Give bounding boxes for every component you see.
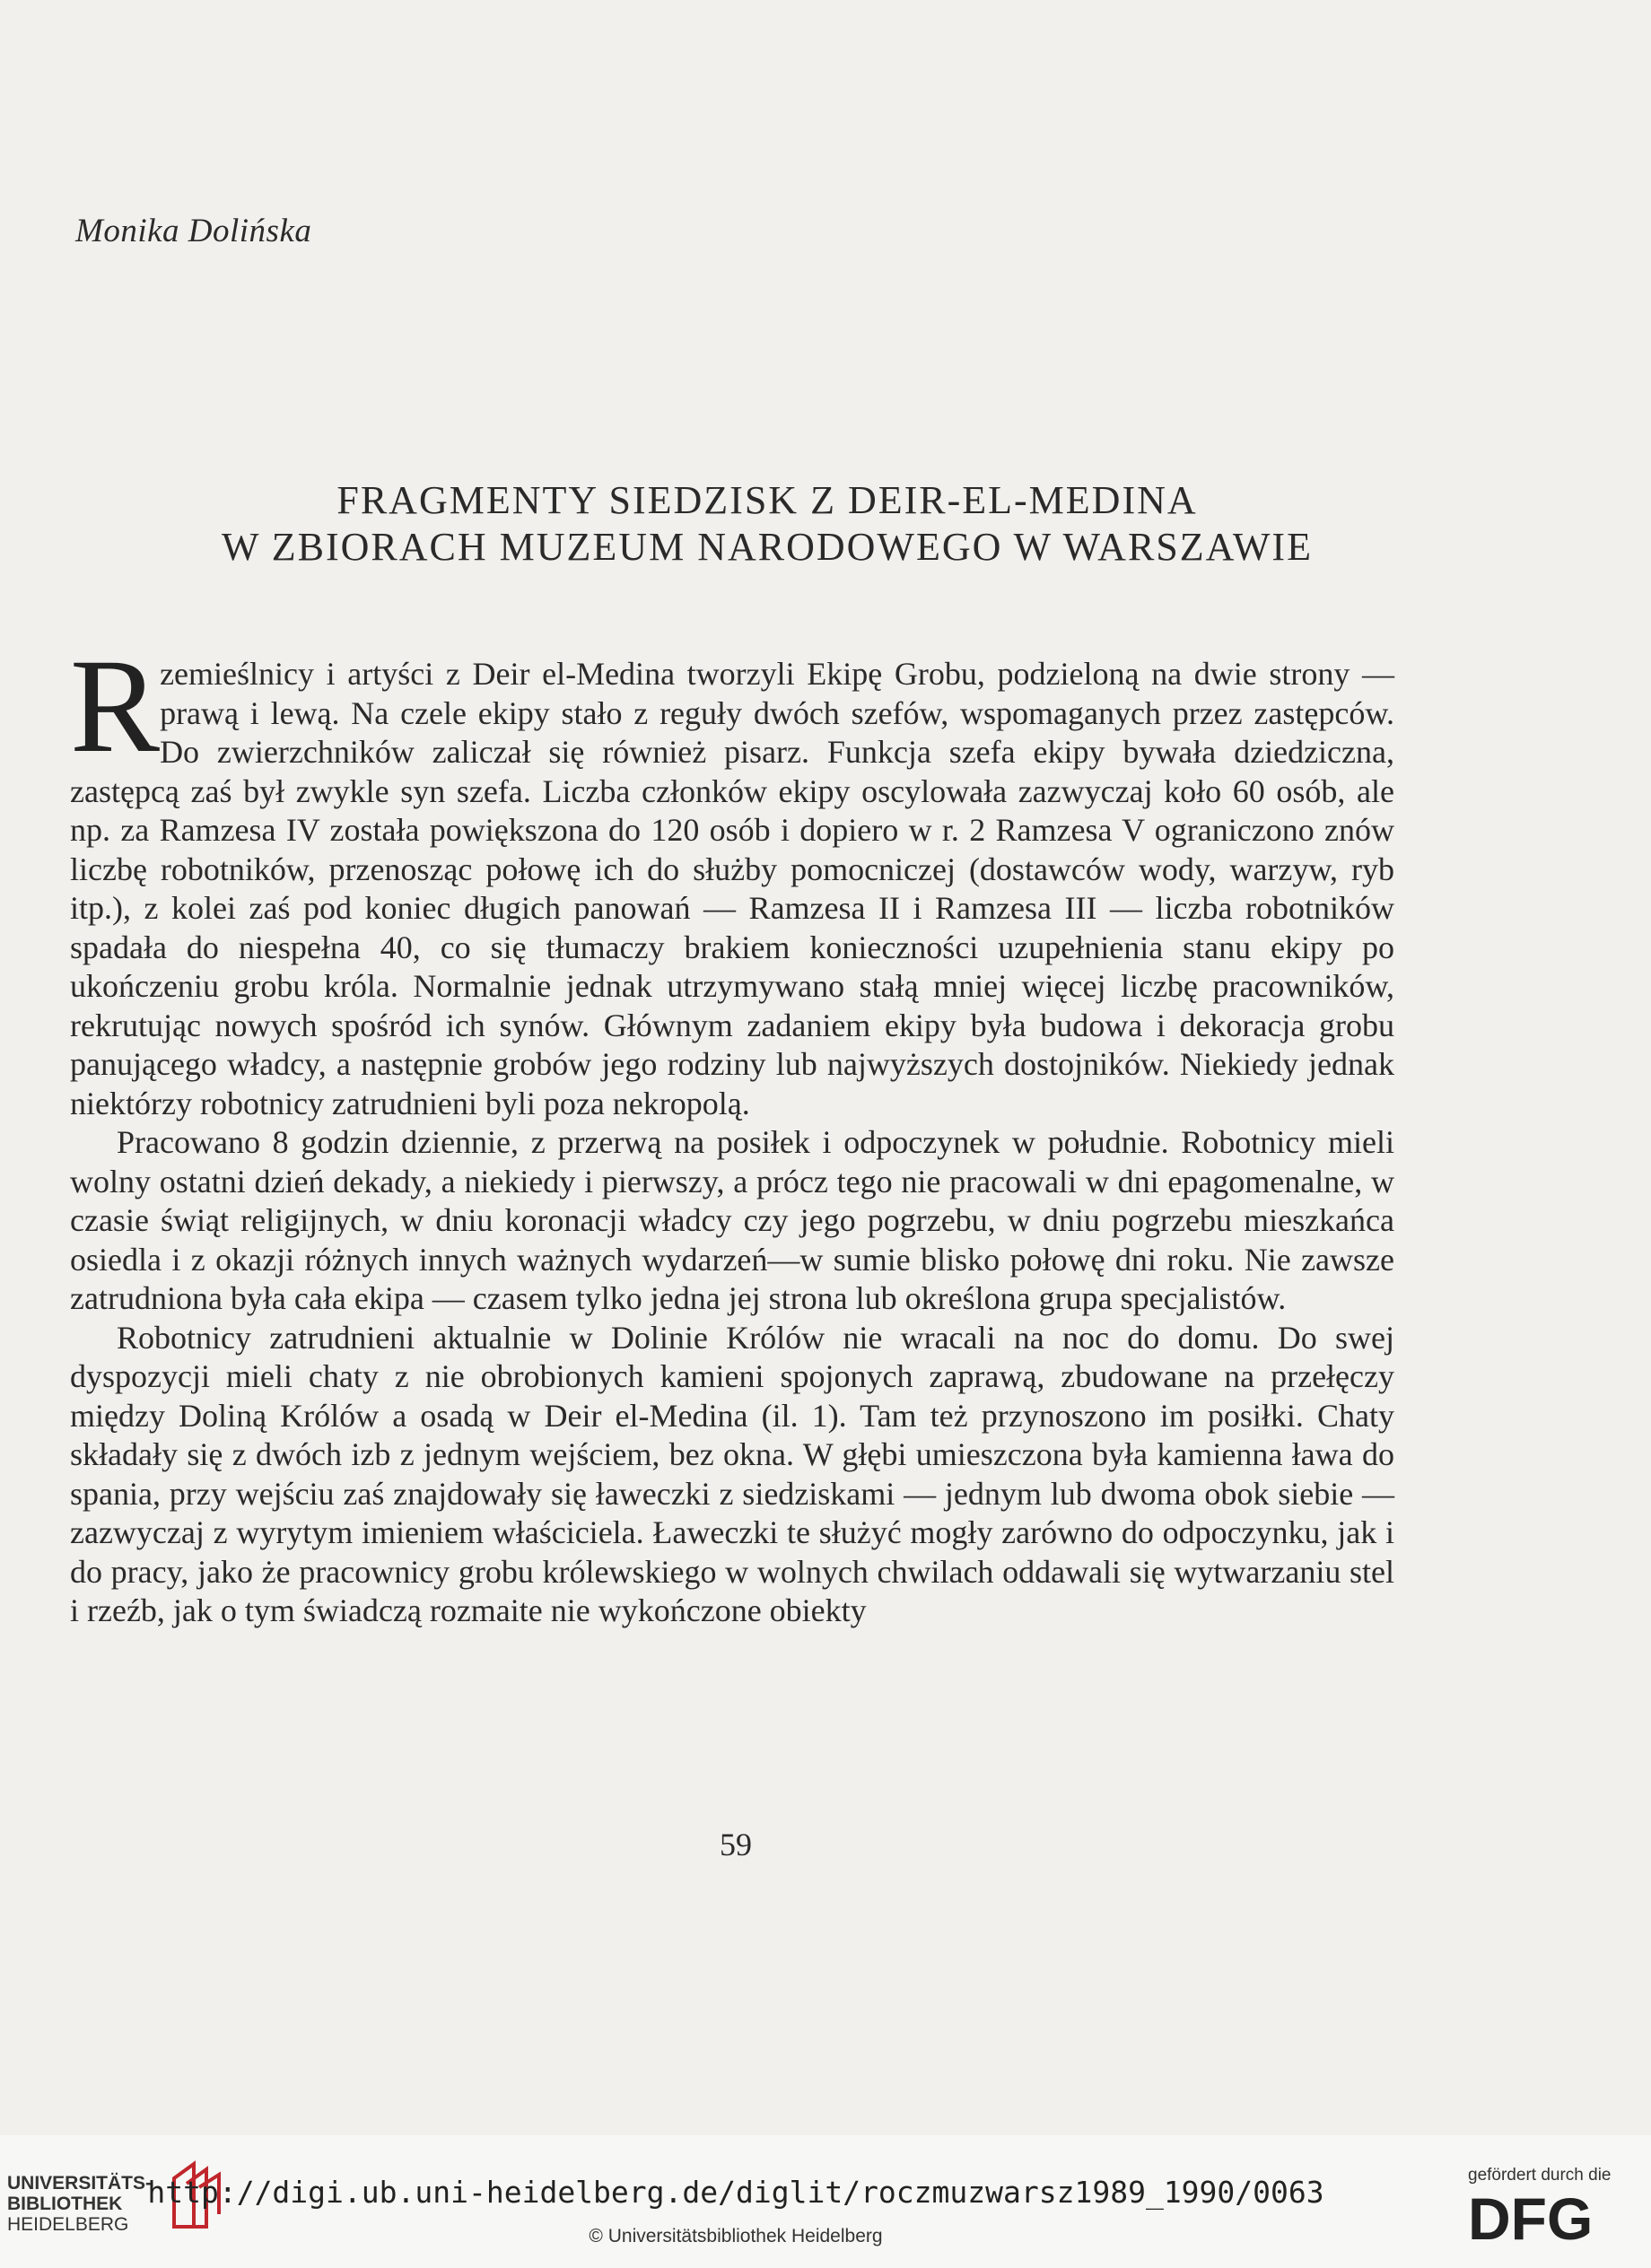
title-line-1: FRAGMENTY SIEDZISK Z DEIR-EL-MEDINA: [336, 478, 1198, 522]
author-name: Monika Dolińska: [75, 213, 312, 249]
page-number: 59: [720, 1827, 752, 1862]
dfg-caption: gefördert durch die: [1468, 2166, 1612, 2185]
article-title: [0, 477, 1534, 571]
library-line-3: HEIDELBERG: [7, 2214, 129, 2235]
svg-text:DFG: DFG: [1468, 2189, 1594, 2246]
paragraph-3: Robotnicy zatrudnieni aktualnie w Dolinie Królów nie wracali na noc do domu. Do swej dyspozycji mieli chaty z nie obrobionych kamieni spojonych zaprawą, zbudowane na przełęczy między Doliną Królów a osadą w Deir el-Medina (il. 1). Tam też przynoszono im posiłki. Chaty składały się z dwóch izb z jednym wejściem, bez okna. W głębi umieszczona była kamienna ława do spania, przy wejściu zaś znajdowały się ławeczki z siedziskami — jednym lub dwoma obok siebie — zazwyczaj z wyrytym imieniem właściciela. Ławeczki te służyć mogły zarówno do odpoczynku, jak i do pracy, jako że pracownicy grobu królewskiego w wolnych chwilach oddawali się wytwarzaniu stel i rzeźb, jak o tym świadczą rozmaite nie wykończone obiekty: [70, 1319, 1394, 1628]
article-body: [70, 632, 1394, 1631]
paragraph-1: [70, 632, 1394, 1123]
paragraph-2: Pracowano 8 godzin dziennie, z przerwą na posiłek i odpoczynek w południe. Robotnicy mieli wolny ostatni dzień dekady, a niekiedy i pierwszy, a prócz tego nie pracowali w dni epagomenalne, w czasie świąt religijnych, w dniu koronacji władcy czy jego pogrzebu, w dniu pogrzebu mieszkańca osiedla i z okazji różnych innych ważnych wydarzeń—w sumie blisko połowę dni roku. Nie zawsze zatrudniona była cała ekipa — czasem tylko jedna jej strona lub określona grupa specjalistów.: [70, 1124, 1394, 1316]
library-line-2: BIBLIOTHEK: [7, 2194, 123, 2214]
title-line-2: W ZBIORACH MUZEUM NARODOWEGO W WARSZAWIE: [222, 525, 1313, 569]
drop-cap: R: [70, 632, 161, 781]
library-line-1: UNIVERSITÄTS-: [7, 2173, 153, 2194]
dfg-logo-icon: [1468, 2189, 1629, 2246]
paragraph-1-text: zemieślnicy i artyści z Deir el-Medina tworzyli Ekipę Grobu, podzieloną na dwie strony — prawą i lewą. Na czele ekipy stało z reguły dwóch szefów, wspomaganych przez zastępców. Do zwierzchników zaliczał się również pisarz. Funkcja szefa ekipy bywała dziedziczna, zastępcą zaś był zwykle syn szefa. Liczba członków ekipy oscylowała zazwyczaj koło 60 osób, ale np. za Ramzesa IV została powiększona do 120 osób i dopiero w r. 2 Ramzesa V ograniczono znów liczbę robotników, przenosząc połowę ich do służby pomocniczej (dostawców wody, warzyw, ryb itp.), z kolei zaś pod koniec długich panowań — Ramzesa II i Ramzesa III — liczba robotników spadała do niespełna 40, co się tłumaczy brakiem konieczności uzupełnienia stanu ekipy po ukończeniu grobu króla. Normalnie jednak utrzymywano stałą mniej więcej liczbę pracowników, rekrutując nowych spośród ich synów. Głównym zadaniem ekipy była budowa i dekoracja grobu panującego władcy, a następnie grobów jego rodziny lub najwyższych dostojników. Niekiedy jednak niektórzy robotnicy zatrudnieni byli poza nekropolą.: [70, 656, 1394, 1121]
source-url-link[interactable]: http://digi.ub.uni-heidelberg.de/diglit/roczmuzwarsz1989_1990/0063: [147, 2175, 1324, 2210]
copyright-notice: © Universitätsbibliothek Heidelberg: [589, 2226, 883, 2246]
